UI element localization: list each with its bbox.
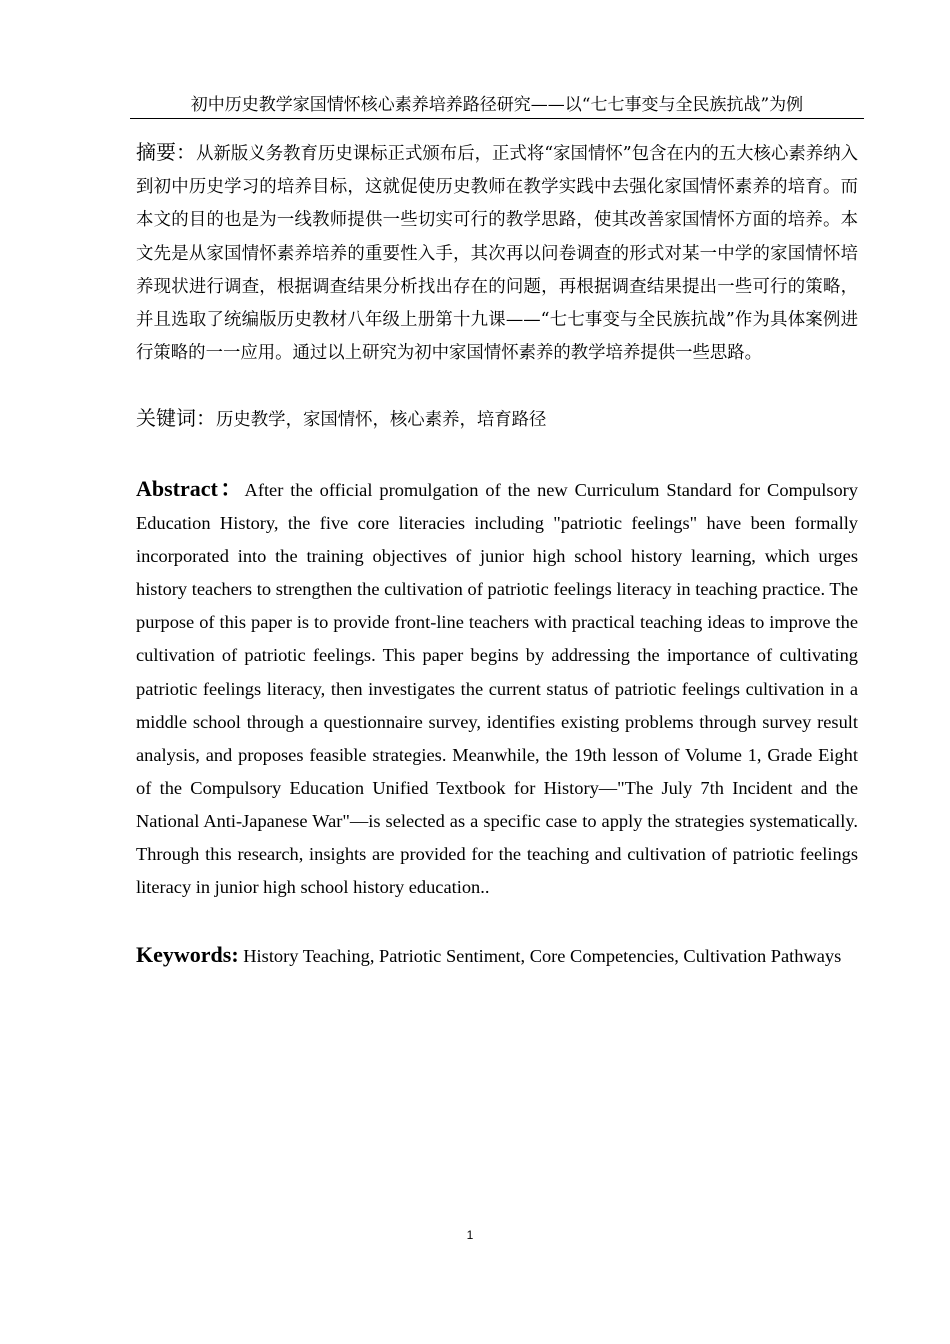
chinese-abstract-label: 摘要： xyxy=(136,140,197,164)
english-keywords-label: Keywords: xyxy=(136,942,239,967)
page-number: 1 xyxy=(466,1228,474,1242)
running-header: 初中历史教学家国情怀核心素养培养路径研究——以“七七事变与全民族抗战”为例 xyxy=(130,92,864,119)
english-abstract-label: Abstract： xyxy=(136,476,245,501)
chinese-keywords-label: 关键词： xyxy=(136,406,216,430)
chinese-keywords-text: 历史教学，家国情怀，核心素养，培育路径 xyxy=(216,410,547,430)
chinese-abstract xyxy=(136,136,858,370)
english-keywords xyxy=(136,938,858,974)
english-keywords-text: History Teaching, Patriotic Sentiment, Core Competencies, Cultivation Pathways xyxy=(243,946,842,966)
chinese-abstract-text: 从新版义务教育历史课标正式颁布后，正式将“家国情怀”包含在内的五大核心素养纳入到初中历史学习的培养目标，这就促使历史教师在教学实践中去强化家国情怀素养的培育。而本文的目的也是为一线教师提供一些切实可行的教学思路，使其改善家国情怀方面的培养。本文先是从家国情怀素养培养的重要性入手，其次再以问卷调查的形式对某一中学的家国情怀培养现状进行调查，根据调查结果分析找出存在的问题，再根据调查结果提出一些可行的策略，并且选取了统编版历史教材八年级上册第十九课——“七七事变与全民族抗战”作为具体案例进行策略的一一应用。通过以上研究为初中家国情怀素养的教学培养提供一些思路。 xyxy=(136,144,858,364)
english-abstract-text: After the official promulgation of the new Curriculum Standard for Compulsory Education History, the five core literacies including "patriotic feelings" have been formally incorporated into the training objectives of junior high school history learning, which urges history teachers to strengthen the cultivation of patriotic feelings literacy in teaching practice. The purpose of this paper is to provide front-line teachers with practical teaching ideas to improve the cultivation of patriotic feelings. This paper begins by addressing the importance of cultivating patriotic feelings literacy, then investigates the current status of patriotic feelings cultivation in a middle school through a questionnaire survey, identifies existing problems through survey result analysis, and proposes feasible strategies. Meanwhile, the 19th lesson of Volume 1, Grade Eight of the Compulsory Education Unified Textbook for History—"The July 7th Incident and the National Anti-Japanese War"—is selected as a specific case to apply the strategies systematically. Through this research, insights are provided for the teaching and cultivation of patriotic feelings literacy in junior high school history education.. xyxy=(136,480,858,898)
chinese-keywords xyxy=(136,403,858,435)
english-abstract xyxy=(136,472,858,904)
